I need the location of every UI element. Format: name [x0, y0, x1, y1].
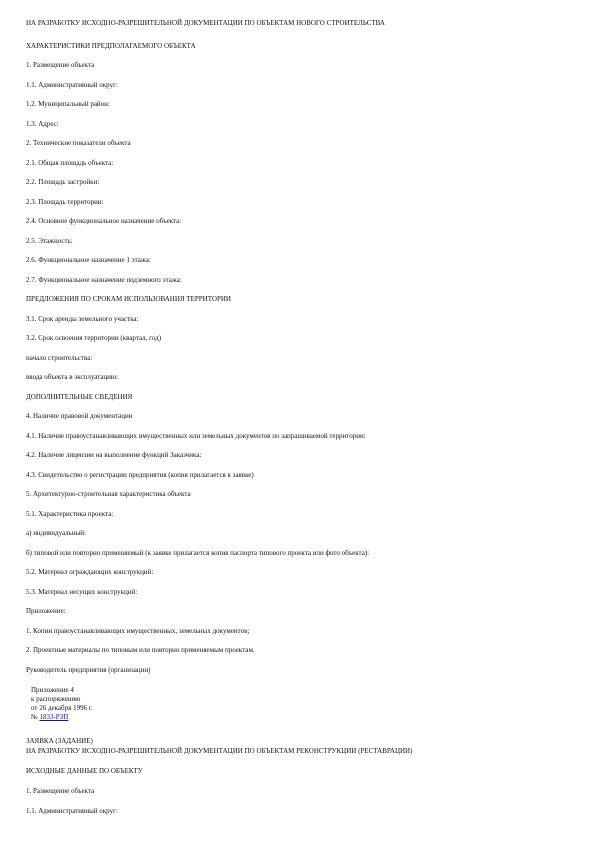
item-5-a: а) индивидуальный:	[26, 529, 87, 537]
item-2-7: 2.7. Функциональное назначение подземного этажа:	[26, 276, 182, 284]
item-2: 2. Технические показатели объекта	[26, 139, 131, 147]
attachment-1: 1. Копии правоустанавливающих имущественных, земельных документов;	[26, 627, 250, 635]
section-heading-additional: ДОПОЛНИТЕЛЬНЫЕ СВЕДЕНИЯ	[26, 393, 133, 401]
item-5-2: 5.2. Материал ограждающих конструкций:	[26, 568, 154, 576]
commissioning: ввода объекта в эксплуатацию:	[26, 373, 119, 381]
item-3-1: 3.1. Срок аренды земельного участка:	[26, 315, 139, 323]
item-1-3: 1.3. Адрес:	[26, 120, 59, 128]
item-2-4: 2.4. Основное функциональное назначение объекта:	[26, 217, 182, 225]
item-1-2: 1.2. Муниципальный район:	[26, 100, 110, 108]
item-2-1: 2.1. Общая площадь объекта:	[26, 159, 114, 167]
attachment-heading: Приложение:	[26, 607, 66, 615]
item-2-6: 2.6. Функциональное назначение 1 этажа:	[26, 256, 151, 264]
item-5-3: 5.3. Материал несущих конструкций:	[26, 588, 138, 596]
item-4-1: 4.1. Наличие правоустанавливающих имущественных или земельных документов по запрашиваемой территории:	[26, 432, 366, 440]
order-link[interactable]: 1833-РЗП	[39, 713, 69, 721]
item-4-3: 4.3. Свидетельство о регистрации предприятия (копия прилагается к заявке)	[26, 471, 254, 479]
reconstruction-item-1-1: 1.1. Административный округ:	[26, 807, 118, 815]
appendix-number: Приложение 4	[31, 686, 74, 694]
section-heading-source-data: ИСХОДНЫЕ ДАННЫЕ ПО ОБЪЕКТУ	[26, 767, 143, 775]
item-1-1: 1.1. Административный округ:	[26, 81, 118, 89]
appendix-order-prefix: №	[31, 713, 40, 721]
item-5: 5. Архитектурно-строительная характеристика объекта	[26, 490, 191, 498]
item-5-b: б) типовой или повторно применяемый (к заявке прилагается копия паспорта типового проекта или фото объекта):	[26, 549, 370, 557]
appendix-date: от 26 декабря 1996 г.	[31, 704, 93, 712]
item-4-2: 4.2. Наличие лицензии на выполнение функций Заказчика:	[26, 451, 202, 459]
section-heading-characteristics: ХАРАКТЕРИСТИКИ ПРЕДПОЛАГАЕМОГО ОБЪЕКТА	[26, 42, 196, 50]
section-heading-terms: ПРЕДЛОЖЕНИЯ ПО СРОКАМ ИСПОЛЬЗОВАНИЯ ТЕРРИТОРИИ	[26, 295, 231, 303]
document-title: НА РАЗРАБОТКУ ИСХОДНО-РАЗРЕШИТЕЛЬНОЙ ДОКУМЕНТАЦИИ ПО ОБЪЕКТАМ НОВОГО СТРОИТЕЛЬСТВА	[26, 19, 385, 27]
start-construction: начало строительства:	[26, 354, 93, 362]
item-5-1: 5.1. Характеристика проекта:	[26, 510, 114, 518]
item-3-2: 3.2. Срок освоения территории (квартал, год)	[26, 334, 162, 342]
appendix-order-number	[31, 713, 68, 722]
reconstruction-item-1: 1. Размещение объекта	[26, 787, 95, 795]
head-of-organization: Руководитель предприятия (организации)	[26, 666, 151, 674]
document-title-reconstruction: НА РАЗРАБОТКУ ИСХОДНО-РАЗРЕШИТЕЛЬНОЙ ДОКУМЕНТАЦИИ ПО ОБЪЕКТАМ РЕКОНСТРУКЦИИ (РЕСТАВРАЦИИ)	[26, 747, 413, 755]
appendix-to: к распоряжению	[31, 695, 81, 703]
item-2-5: 2.5. Этажность:	[26, 237, 73, 245]
attachment-2: 2. Проектные материалы по типовым или повторно применяемым проектам.	[26, 646, 255, 654]
item-1: 1. Размещение объекта	[26, 61, 95, 69]
item-4: 4. Наличие правовой документации	[26, 412, 133, 420]
item-2-2: 2.2. Площадь застройки:	[26, 178, 100, 186]
request-title: ЗАЯВКА (ЗАДАНИЕ)	[26, 737, 93, 745]
item-2-3: 2.3. Площадь территории:	[26, 198, 104, 206]
